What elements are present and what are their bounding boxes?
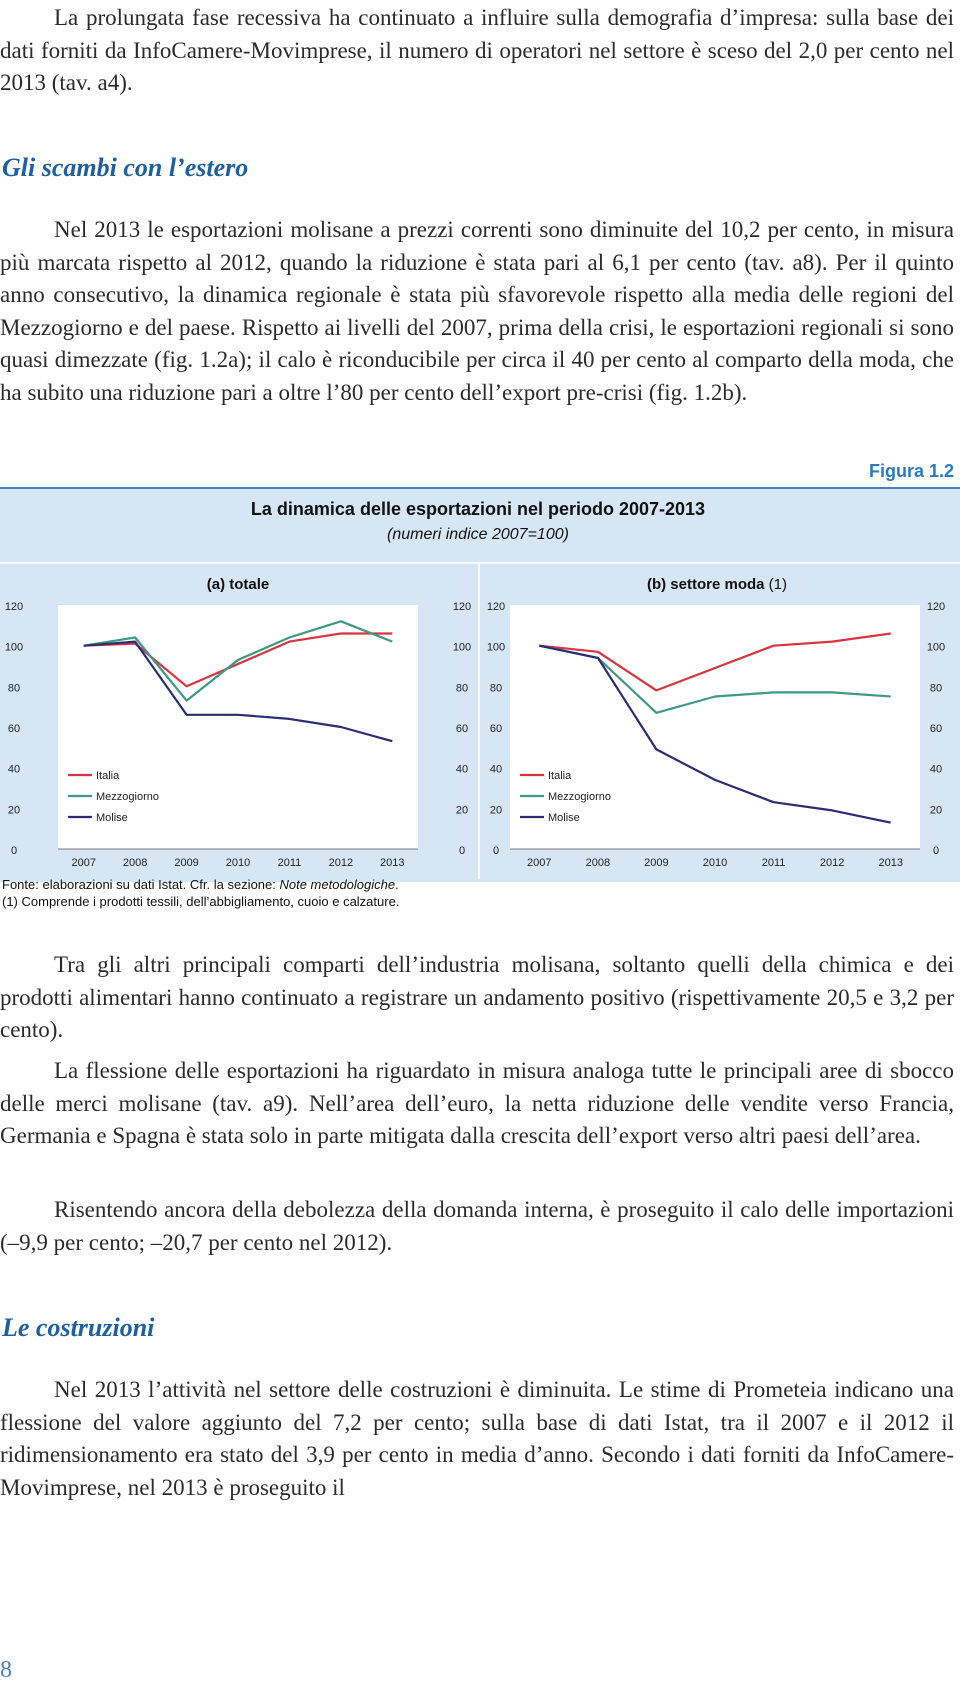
y-tick-label-left: 40 <box>7 763 21 776</box>
x-tick-label: 2011 <box>277 857 302 869</box>
exports-paragraph: Nel 2013 le esportazioni molisane a prezzi correnti sono diminuite del 10,2 per cento, in misura più marcata rispetto al 2012, quando la riduzione è stata pari al 6,1 per cento (tav. a8). Per il quinto anno consecutivo, la dinamica regionale è stata più sfavorevole rispetto alla media delle regioni del Mezzogiorno e del paese. Rispetto ai livelli del 2007, prima della crisi, le esportazioni regionali si sono quasi dimezzate (fig. 1.2a); il calo è riconducibile per circa il 40 per cento al comparto della moda, che ha subito una riduzione pari a oltre l’80 per cento dell’export pre-crisi (fig. 1.2b). <box>0 217 954 405</box>
y-tick-label-right: 40 <box>929 763 943 776</box>
figure-title: La dinamica delle esportazioni nel periodo 2007-2013 <box>250 499 706 519</box>
y-tick-label-left: 100 <box>486 641 506 654</box>
y-tick-label-right: 20 <box>929 804 943 817</box>
y-tick-label-left: 0 <box>10 845 18 857</box>
x-tick-label: 2010 <box>702 857 728 869</box>
intro-paragraph: La prolungata fase recessiva ha continuato a influire sulla demografia d’impresa: sulla base dei dati forniti da InfoCamere-Movimprese, il numero di operatori nel settore è sceso del 2,0 per cento nel 2013 (tav. a4). <box>0 5 954 96</box>
x-tick-label: 2007 <box>527 857 552 869</box>
y-tick-label-right: 100 <box>926 641 946 654</box>
x-tick-label: 2007 <box>71 857 96 869</box>
page-number: 8 <box>0 1657 12 1683</box>
sectors-paragraph: Tra gli altri principali comparti dell’industria molisana, soltanto quelli della chimica e dei prodotti alimentari hanno continuato a registrare un andamento positivo (rispettivamente 20,5 e 3,2 per cento). <box>0 952 954 1043</box>
y-tick-label-right: 40 <box>455 763 469 776</box>
legend-label-mezzogiorno: Mezzogiorno <box>96 791 159 803</box>
x-tick-label: 2009 <box>174 857 199 869</box>
chart-settore-moda <box>487 576 945 869</box>
y-tick-label-left: 120 <box>486 601 506 613</box>
y-tick-label-left: 60 <box>7 723 21 735</box>
y-tick-label-left: 60 <box>489 723 503 735</box>
y-tick-label-left: 80 <box>7 682 21 695</box>
y-tick-label-right: 80 <box>929 682 943 695</box>
x-tick-label: 2008 <box>585 857 611 869</box>
x-tick-label: 2010 <box>225 857 251 869</box>
legend-label-mezzogiorno: Mezzogiorno <box>548 791 611 803</box>
markets-paragraph: La flessione delle esportazioni ha riguardato in misura analoga tutte le principali aree di sbocco delle merci molisane (tav. a9). Nell’area dell’euro, la netta riduzione delle vendite verso Francia, Germania e Spagna è stata solo in parte mitigata dalla crescita dell’export verso altri paesi dell’area. <box>0 1058 954 1149</box>
x-tick-label: 2011 <box>761 857 786 869</box>
y-tick-label-right: 100 <box>452 641 472 654</box>
construction-paragraph: Nel 2013 l’attività nel settore delle costruzioni è diminuita. Le stime di Prometeia indicano una flessione del valore aggiunto del 7,2 per cento; sulla base di dati Istat, tra il 2007 e il 2012 il ridimensionamento era stato del 3,9 per cento in media d’anno. Secondo i dati forniti da InfoCamere-Movimprese, nel 2013 è proseguito il <box>0 1377 954 1500</box>
y-tick-label-left: 120 <box>4 601 24 613</box>
y-tick-label-right: 80 <box>455 682 469 695</box>
y-tick-label-right: 0 <box>932 845 940 857</box>
y-tick-label-right: 60 <box>455 723 469 735</box>
figure-source: Fonte: elaborazioni su dati Istat. Cfr. la sezione: Note metodologiche. <box>2 877 399 892</box>
x-tick-label: 2013 <box>380 857 405 869</box>
x-tick-label: 2012 <box>819 857 845 869</box>
legend-label-molise: Molise <box>96 812 128 824</box>
y-tick-label-left: 100 <box>4 641 24 654</box>
y-tick-label-right: 20 <box>455 804 469 817</box>
panel-title: (a) totale <box>206 576 270 593</box>
y-tick-label-left: 80 <box>489 682 503 695</box>
y-tick-label-left: 20 <box>489 804 503 817</box>
y-tick-label-left: 20 <box>7 804 21 817</box>
y-tick-label-right: 0 <box>458 845 466 857</box>
legend-label-italia: Italia <box>96 770 120 782</box>
section-heading-trade: Gli scambi con l’estero <box>2 153 249 182</box>
figure-subtitle: (numeri indice 2007=100) <box>387 526 569 543</box>
figure-note: (1) Comprende i prodotti tessili, dell’abbigliamento, cuoio e calzature. <box>2 894 400 909</box>
y-tick-label-left: 40 <box>489 763 503 776</box>
y-tick-label-right: 120 <box>452 601 472 613</box>
legend-label-italia: Italia <box>548 770 572 782</box>
figure-label: Figura 1.2 <box>868 461 954 481</box>
chart-totale <box>5 576 471 869</box>
imports-paragraph: Risentendo ancora della debolezza della domanda interna, è proseguito il calo delle importazioni (–9,9 per cento; –20,7 per cento nel 2012). <box>0 1197 954 1255</box>
figure-panel <box>0 487 960 882</box>
y-tick-label-right: 60 <box>929 723 943 735</box>
legend-label-molise: Molise <box>548 812 580 824</box>
x-tick-label: 2008 <box>122 857 148 869</box>
y-tick-label-right: 120 <box>926 601 946 613</box>
x-tick-label: 2012 <box>328 857 354 869</box>
section-heading-construction: Le costruzioni <box>2 1313 155 1342</box>
x-tick-label: 2009 <box>644 857 669 869</box>
y-tick-label-left: 0 <box>492 845 500 857</box>
x-tick-label: 2013 <box>878 857 903 869</box>
panel-title: (b) settore moda (1) <box>646 576 788 593</box>
figure-chart-svg <box>0 487 960 882</box>
